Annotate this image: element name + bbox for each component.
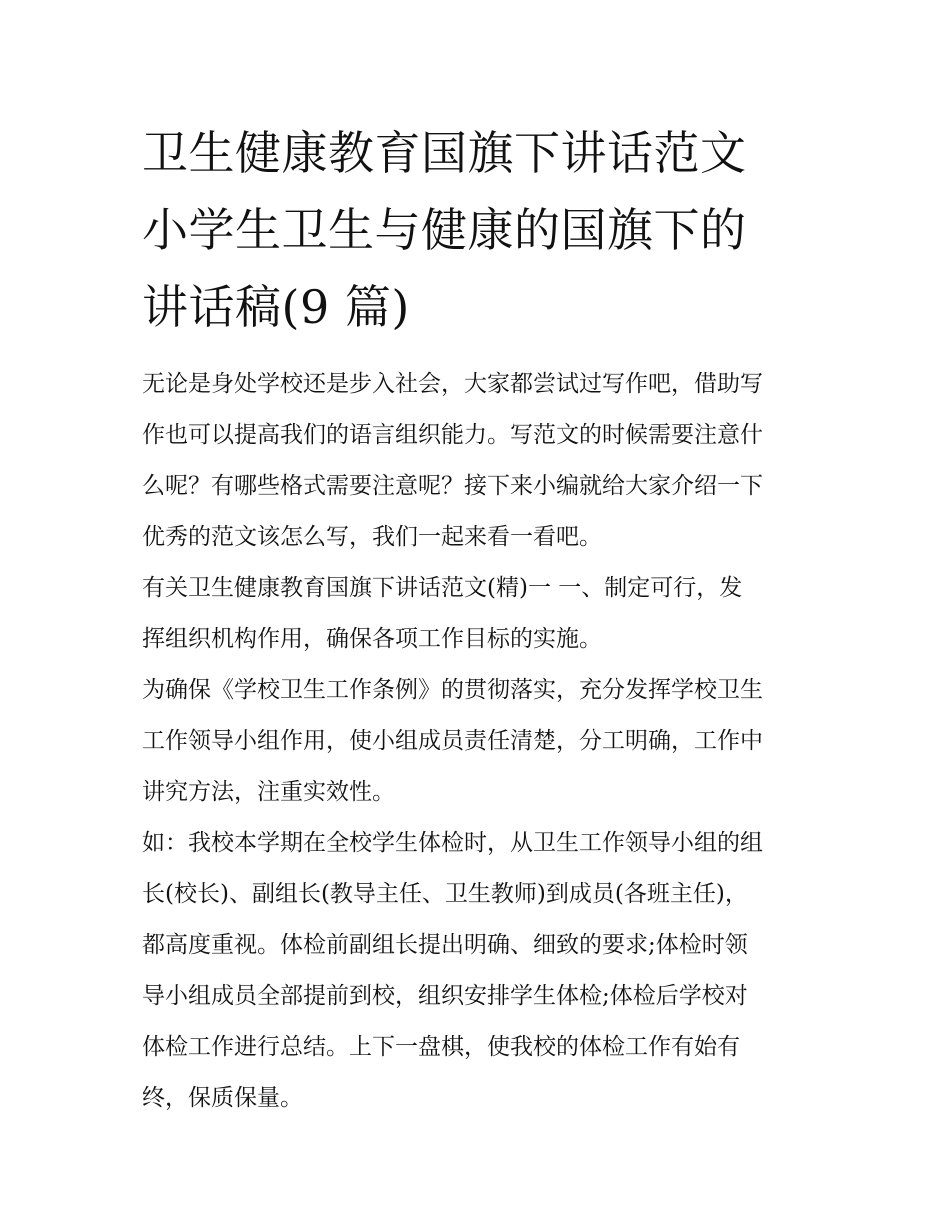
paragraph-intro (142, 359, 814, 563)
text-line: 导小组成员全部提前到校，组织安排学生体检;体检后学校对 (142, 983, 748, 1009)
paragraph-example (142, 818, 814, 1124)
title-line: 讲话稿(9 篇) (142, 280, 410, 334)
title-line: 卫生健康教育国旗下讲话范文 (142, 126, 747, 180)
text-line: 终，保质保量。 (142, 1085, 303, 1111)
document-title (142, 115, 814, 346)
title-line: 小学生卫生与健康的国旗下的 (142, 203, 747, 257)
text-line: 都高度重视。体检前副组长提出明确、细致的要求;体检时领 (142, 932, 748, 958)
text-line: 体检工作进行总结。上下一盘棋，使我校的体检工作有始有 (142, 1034, 740, 1060)
text-line: 优秀的范文该怎么写，我们一起来看一看吧。 (142, 524, 602, 550)
document-body (142, 359, 814, 1124)
paragraph-section-heading (142, 563, 814, 665)
text-line: 工作领导小组作用，使小组成员责任清楚，分工明确，工作中 (142, 728, 763, 754)
paragraph-regulations (142, 665, 814, 818)
text-line: 长(校长)、副组长(教导主任、卫生教师)到成员(各班主任)， (142, 881, 748, 907)
text-line: 作也可以提高我们的语言组织能力。写范文的时候需要注意什 (142, 422, 763, 448)
text-line: 么呢？有哪些格式需要注意呢？接下来小编就给大家介绍一下 (142, 473, 763, 499)
text-line: 挥组织机构作用，确保各项工作目标的实施。 (142, 626, 602, 652)
text-line: 讲究方法，注重实效性。 (142, 779, 395, 805)
text-line: 有关卫生健康教育国旗下讲话范文(精)一 一、制定可行，发 (142, 575, 743, 601)
text-line: 如：我校本学期在全校学生体检时，从卫生工作领导小组的组 (142, 830, 763, 856)
document-page (142, 115, 814, 1124)
text-line: 为确保《学校卫生工作条例》的贯彻落实，充分发挥学校卫生 (142, 677, 763, 703)
text-line: 无论是身处学校还是步入社会，大家都尝试过写作吧，借助写 (142, 371, 763, 397)
